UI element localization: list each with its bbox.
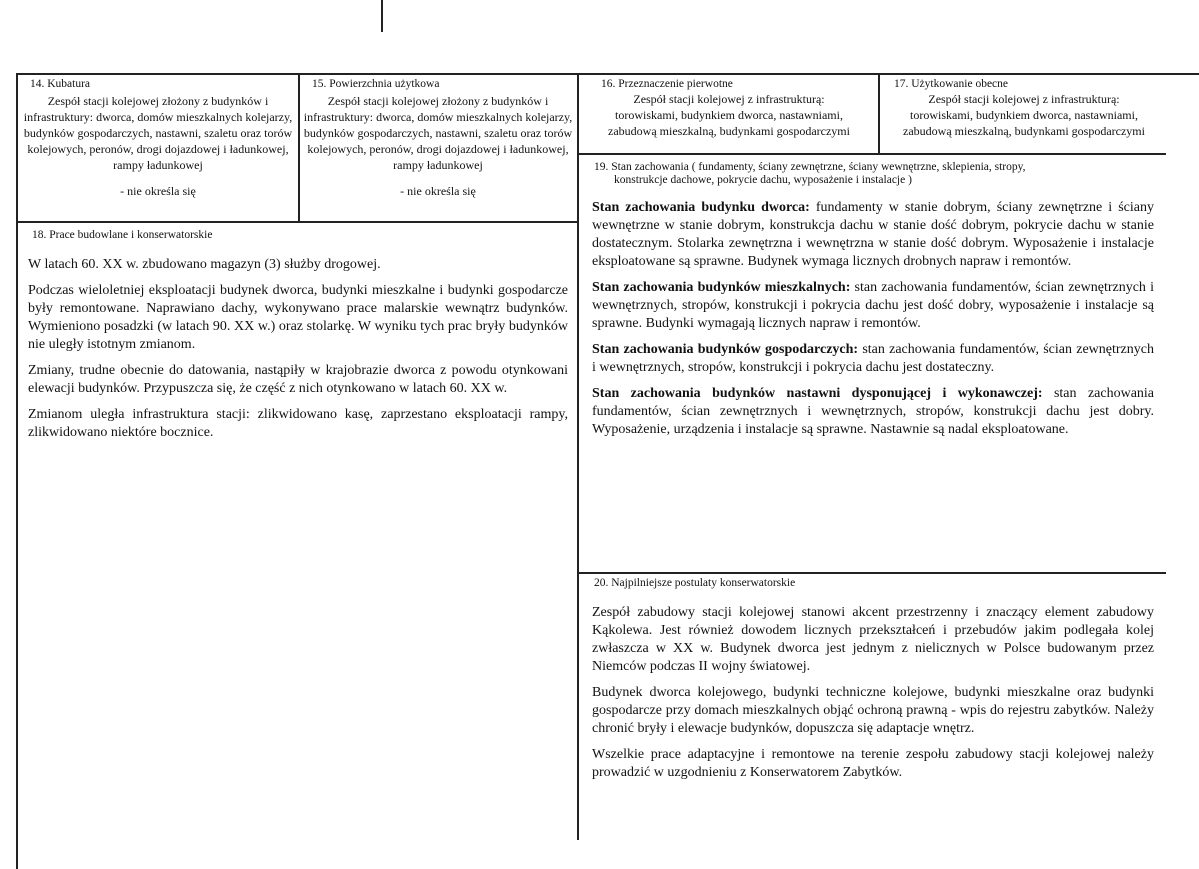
- powierzchnia-text: Zespół stacji kolejowej złożony z budynków i infrastruktury: dworca, domów mieszkalnych kolejarzy, budynków gospodarczych, nastawni, szaletu oraz torów kolejowych, peronów, drogi dojazdowej i ładunkowej, rampy ładunkowej: [303, 94, 573, 172]
- przeznaczenie-line1: Zespół stacji kolejowej z infrastrukturą:: [633, 92, 825, 106]
- label-18: 18. Prace budowlane i konserwatorskie: [32, 229, 213, 241]
- kubatura-text: Zespół stacji kolejowej złożony z budynków i infrastruktury: dworca, domów mieszkalnych kolejarzy, budynków gospodarczych, nastawni, szaletu oraz torów kolejowych, peronów, drogi dojazdowej i ładunkowej, rampy ładunkowej: [23, 94, 293, 172]
- divider-14-15: [298, 73, 300, 222]
- cell-powierzchnia: [302, 78, 574, 220]
- stan-paragraph-dworzec: Stan zachowania budynku dworca: fundamenty w stanie dobrym, ściany zewnętrzne i ściany wewnętrzne w stanie dobrym, konstrukcja dachu w stanie dość dobrym, pokrycie dachu w stanie dostatecznym. Stolarka zewnętrzna i wewnętrzna w stanie dość dobrym. Wyposażenie i instalacje eksploatowane są sprawne. Budynek wymaga licznych drobnych napraw i remontów.: [592, 200, 1154, 269]
- center-rule: [577, 73, 579, 840]
- rule-above-19: [577, 153, 1166, 155]
- uzytkowanie-line1: Zespół stacji kolejowej z infrastrukturą:: [928, 92, 1120, 106]
- cell-kubatura: [22, 78, 294, 220]
- top-rule: [16, 73, 1199, 75]
- powierzchnia-note: - nie określa się: [400, 184, 476, 198]
- postulaty-text: [592, 604, 1154, 782]
- cell-prace-budowlane: [28, 229, 568, 849]
- postulaty-paragraph: Zespół zabudowy stacji kolejowej stanowi akcent przestrzenny i znaczący element zabudowy Kąkolewa. Jest również dowodem licznych przekształceń i przebudów jakim podlegała kolej zwłaszcza w XX w. Budynek dworca jest jednym z nielicznych w Polsce budowanym przez Niemców podczas II wojny światowej.: [592, 605, 1154, 674]
- stan-text: [592, 199, 1154, 439]
- cell-przeznaczenie: [583, 78, 875, 152]
- label-20: 20. Najpilniejsze postulaty konserwatorskie: [594, 577, 796, 589]
- przeznaczenie-line2: torowiskami, budynkiem dworca, nastawniami,: [615, 108, 843, 122]
- postulaty-paragraph: Wszelkie prace adaptacyjne i remontowe na terenie zespołu zabudowy stacji kolejowej należy prowadzić w uzgodnieniu z Konserwatorem Zabytków.: [592, 747, 1154, 780]
- label-17: 17. Użytkowanie obecne: [894, 78, 1009, 90]
- stan-heading: Stan zachowania budynków gospodarczych:: [592, 342, 859, 357]
- left-rule: [16, 73, 18, 869]
- prace-text: [28, 256, 568, 442]
- top-tick-mark: [381, 0, 383, 32]
- stan-paragraph-gospodarcze: Stan zachowania budynków gospodarczych: stan zachowania fundamentów, ścian zewnętrznych i wewnętrznych, stropów, konstrukcji i pokrycia dachu jest dostateczny.: [592, 342, 1154, 375]
- stan-heading: Stan zachowania budynku dworca:: [592, 200, 810, 215]
- label-15: 15. Powierzchnia użytkowa: [312, 78, 440, 90]
- postulaty-paragraph: Budynek dworca kolejowego, budynki techniczne kolejowe, budynki mieszkalne oraz budynki gospodarcze przy domach mieszkalnych objąć ochroną prawną - wpis do rejestru zabytków. Należy chronić bryły i elewacje budynków, dopuszcza się adaptacje wnętrz.: [592, 685, 1154, 736]
- kubatura-note: - nie określa się: [120, 184, 196, 198]
- label-16: 16. Przeznaczenie pierwotne: [601, 78, 733, 90]
- rule-above-20: [577, 572, 1166, 574]
- prace-paragraph: Zmiany, trudne obecnie do datowania, nastąpiły w krajobrazie dworca z powodu otynkowani elewacji budynków. Przypuszcza się, że część z nich otynkowano w latach 60. XX w.: [28, 363, 568, 396]
- stan-heading: Stan zachowania budynków nastawni dysponującej i wykonawczej:: [592, 386, 1043, 401]
- uzytkowanie-line3: zabudową mieszkalną, budynkami gospodarczymi: [903, 124, 1145, 138]
- stan-paragraph-nastawnie: Stan zachowania budynków nastawni dysponującej i wykonawczej: stan zachowania fundamentów, ścian zewnętrznych i wewnętrznych, stropów, konstrukcji dachu jest dobry. Wyposażenie, urządzenia i instalacje są sprawne. Nastawnie są nadal eksploatowane.: [592, 386, 1154, 437]
- cell-uzytkowanie: [884, 78, 1164, 152]
- stan-heading: Stan zachowania budynków mieszkalnych:: [592, 280, 851, 295]
- rule-above-18: [16, 221, 578, 223]
- stan-paragraph-mieszkalne: Stan zachowania budynków mieszkalnych: stan zachowania fundamentów, ścian zewnętrznych i wewnętrznych, stropów, konstrukcji i pokrycia dachu jest dość dobry, wyposażenie i instalacje są sprawne. Budynki wymagają licznych napraw i remontów.: [592, 280, 1154, 331]
- cell-postulaty: [592, 577, 1154, 839]
- prace-paragraph: Zmianom uległa infrastruktura stacji: zlikwidowano kasę, zaprzestano eksploatacji rampy, zlikwidowano niektóre bocznice.: [28, 407, 568, 440]
- prace-paragraph: Podczas wieloletniej eksploatacji budynek dworca, budynki mieszkalne i budynki gospodarcze były remontowane. Naprawiano dachy, wykonywano prace malarskie wewnątrz budynków. Wymieniono posadzki (w latach 90. XX w.) oraz stolarkę. W wyniku tych prac bryły budynków nie uległy istotnym zmianom.: [28, 283, 568, 352]
- label-19: 19. Stan zachowania ( fundamenty, ściany zewnętrzne, ściany wewnętrzne, sklepienia, stropy,: [594, 161, 1026, 173]
- label-19-cont: konstrukcje dachowe, pokrycie dachu, wyposażenie i instalacje ): [614, 174, 912, 186]
- prace-paragraph: W latach 60. XX w. zbudowano magazyn (3) służby drogowej.: [28, 257, 381, 272]
- divider-16-17: [878, 73, 880, 154]
- uzytkowanie-line2: torowiskami, budynkiem dworca, nastawniami,: [910, 108, 1138, 122]
- label-14: 14. Kubatura: [30, 78, 91, 90]
- cell-stan-zachowania: [592, 161, 1154, 566]
- przeznaczenie-line3: zabudową mieszkalną, budynkami gospodarczymi: [608, 124, 850, 138]
